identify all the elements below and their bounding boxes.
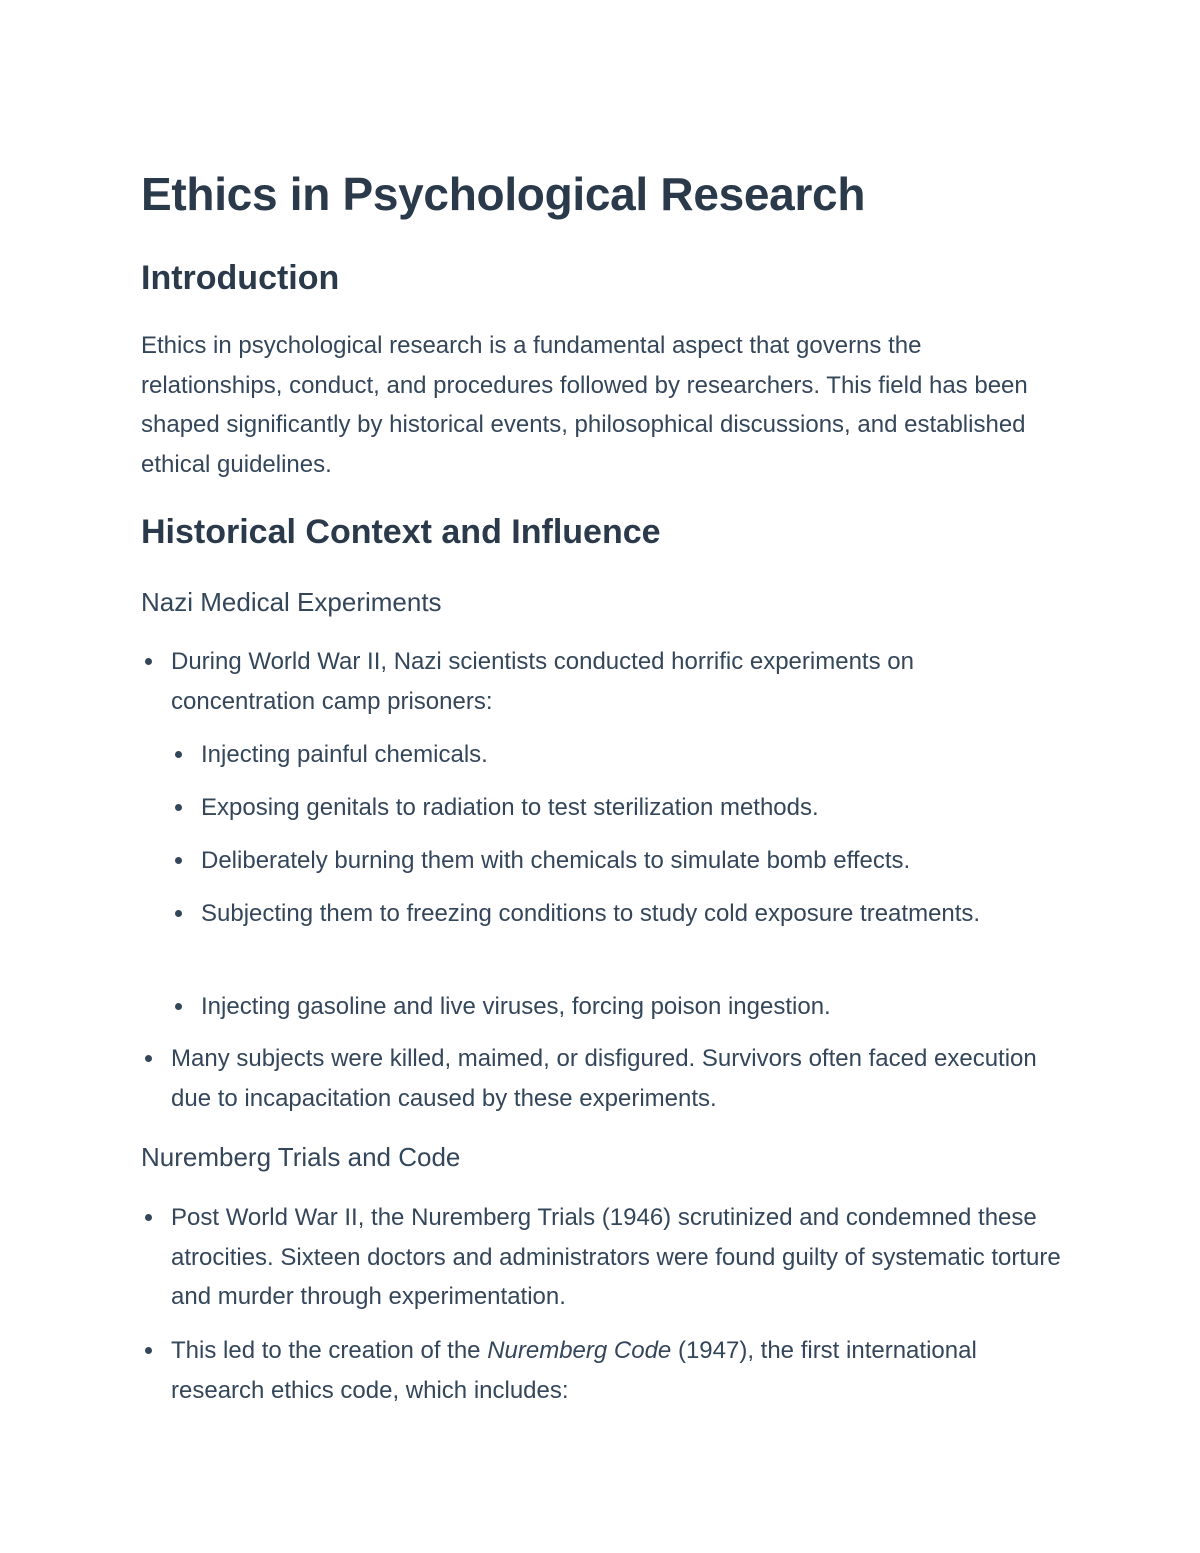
heading-introduction: Introduction [141, 259, 340, 297]
bullet-icon [175, 857, 182, 864]
sub-list-item [201, 894, 981, 934]
bullet-icon [145, 1214, 152, 1221]
heading-nazi-experiments: Nazi Medical Experiments [141, 587, 442, 617]
sub-list-item [201, 841, 1061, 881]
nuremberg-code-title: Nuremberg Code [487, 1337, 672, 1364]
heading-nuremberg: Nuremberg Trials and Code [141, 1142, 461, 1172]
bullet-icon [145, 658, 152, 665]
list-item-text: During World War II, Nazi scientists conducted horrific experiments on concentration camp prisoners: [171, 648, 914, 715]
bullet-icon [145, 1347, 152, 1354]
sub-list-item [201, 735, 1061, 775]
introduction-paragraph: Ethics in psychological research is a fundamental aspect that governs the relationships, conduct, and procedures followed by researchers. This field has been shaped significantly by historical events, philosophical discussions, and established ethical guidelines. [141, 332, 1028, 478]
list-item-text: Deliberately burning them with chemicals to simulate bomb effects. [201, 847, 911, 874]
bullet-icon [175, 1003, 182, 1010]
page-title: Ethics in Psychological Research [141, 168, 866, 220]
sub-list-item [201, 788, 1061, 828]
list-item-text: Subjecting them to freezing conditions to study cold exposure treatments. [201, 900, 981, 927]
list-item-text: Many subjects were killed, maimed, or disfigured. Survivors often faced execution due to incapacitation caused by these experiments. [171, 1045, 1037, 1112]
list-item-text: Exposing genitals to radiation to test sterilization methods. [201, 794, 819, 821]
sub-list-item [201, 987, 1061, 1027]
list-item-text: Post World War II, the Nuremberg Trials (1946) scrutinized and condemned these atrocities. Sixteen doctors and administrators were found guilty of systematic torture and murder through experimentation. [171, 1204, 1061, 1310]
bullet-icon [175, 804, 182, 811]
list-item [171, 642, 1061, 721]
list-item-text: Injecting painful chemicals. [201, 741, 488, 768]
bullet-icon [175, 910, 182, 917]
bullet-icon [145, 1055, 152, 1062]
list-item [171, 1198, 1061, 1317]
list-item [171, 1039, 1061, 1118]
list-item-text: Injecting gasoline and live viruses, forcing poison ingestion. [201, 993, 831, 1020]
list-item-text-start: This led to the creation of the [171, 1337, 488, 1364]
bullet-icon [175, 751, 182, 758]
list-item [171, 1331, 1061, 1410]
list-item-text-end: (1947), the first international research ethics code, which includes: [171, 1337, 977, 1404]
heading-historical-context: Historical Context and Influence [141, 513, 661, 551]
